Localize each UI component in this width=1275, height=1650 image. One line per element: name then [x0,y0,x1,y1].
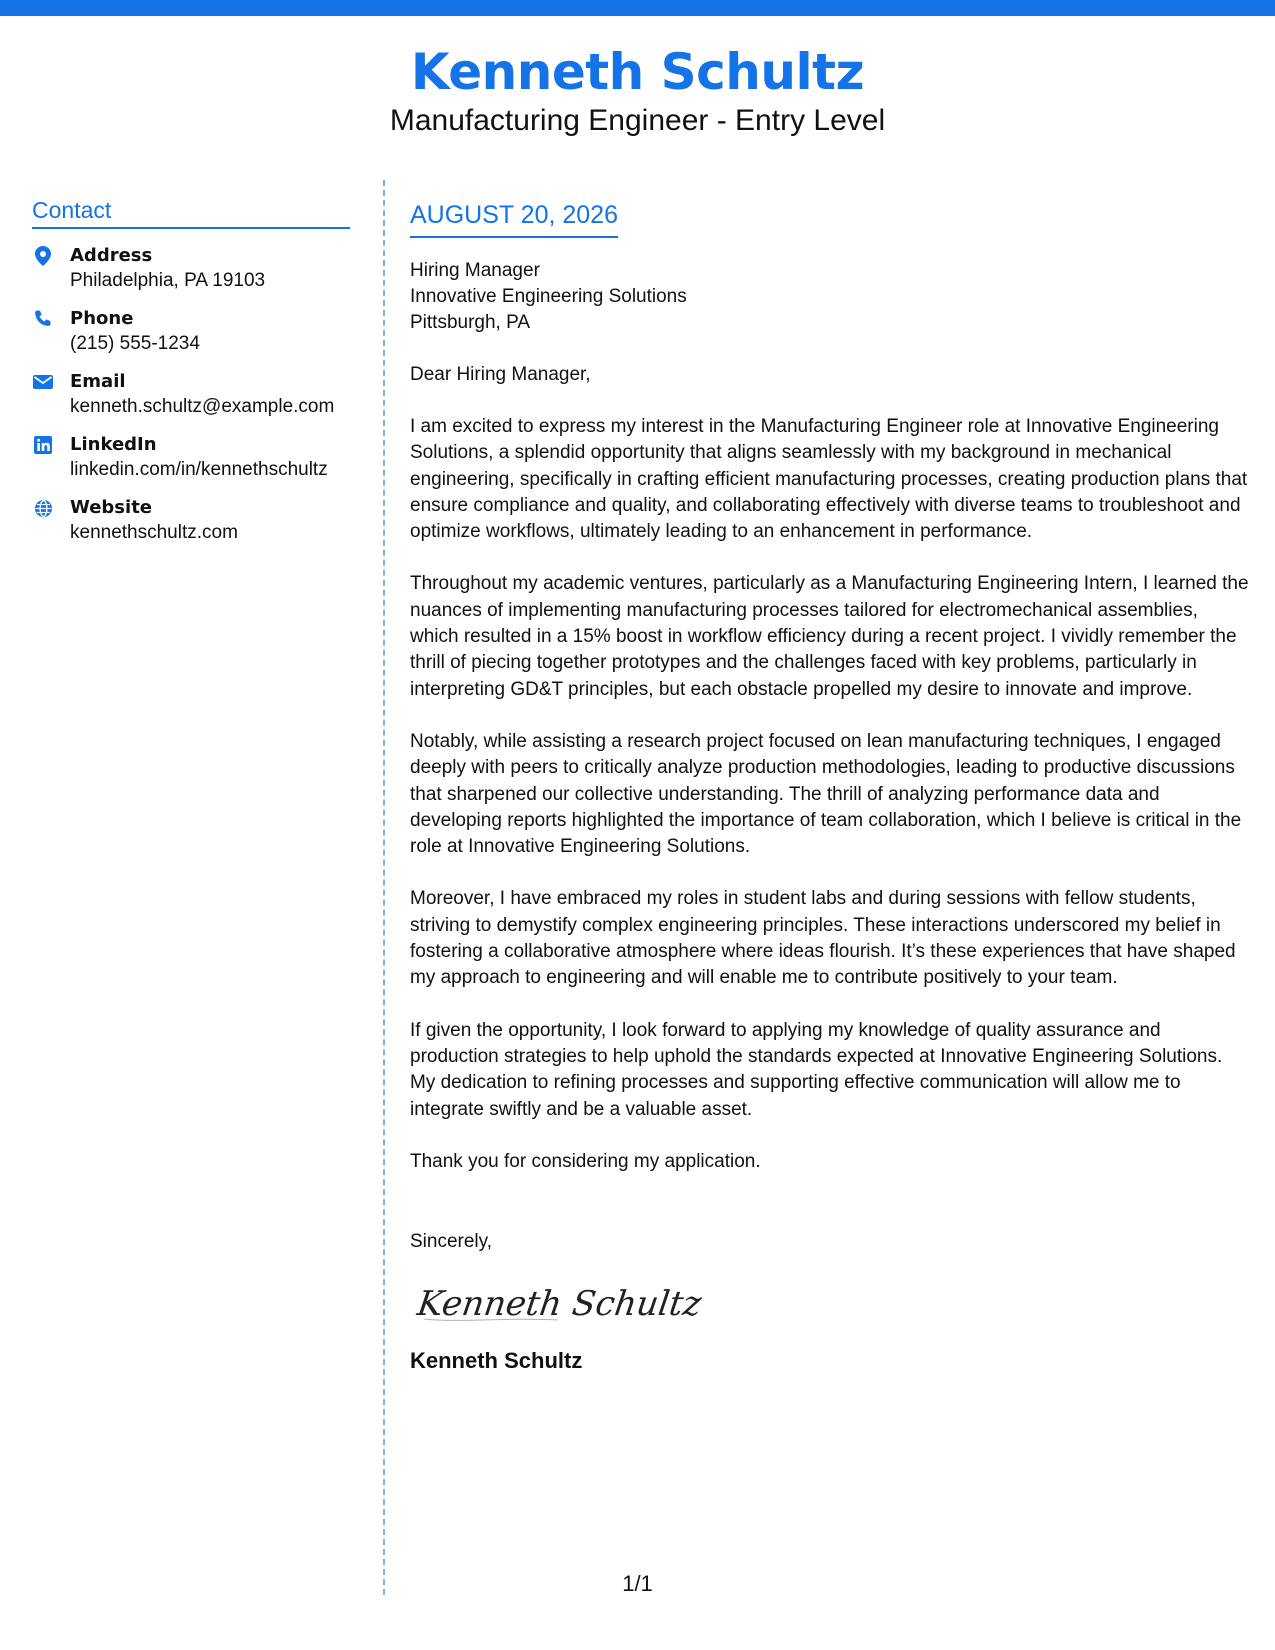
page-number: 1/1 [622,1571,653,1596]
closing: Sincerely, [410,1231,493,1253]
body-paragraph: Thank you for considering my application. [410,1150,761,1172]
body-paragraph: Moreover, I have embraced my roles in student labs and during sessions with fellow students, striving to demystify complex engineering principles. These interactions underscored my belief in fostering a collaborative atmosphere where ideas flourish. It’s these experiences that have shaped my approach to engineering and will enable me to contribute positively to your team. [410,888,1236,989]
contact-item-phone [32,306,350,356]
salutation: Dear Hiring Manager, [410,364,591,385]
contact-value: Philadelphia, PA 19103 [70,270,266,291]
recipient-line: Hiring Manager [410,260,540,281]
signature-text: Kenneth Schultz [414,1284,704,1325]
contact-text [70,432,328,482]
recipient-line: Innovative Engineering Solutions [410,286,687,307]
contact-text [70,495,238,545]
signed-name: Kenneth Schultz [410,1348,583,1374]
linkedin-icon [32,434,54,456]
letter-header [0,42,1275,140]
body-paragraph: Throughout my academic ventures, particularly as a Manufacturing Engineering Intern, I learned the nuances of implementing manufacturing processes tailored for electromechanical assemblies, which resulted in a 15% boost in workflow efficiency during a recent project. I vividly remember the thrill of piecing together prototypes and the challenges faced with key problems, particularly in interpreting GD&T principles, but each obstacle propelled my desire to innovate and improve. [410,573,1249,700]
map-pin-icon [32,245,54,267]
body-paragraph: If given the opportunity, I look forward to applying my knowledge of quality assurance and production strategies to help uphold the standards expected at Innovative Engineering Solutions. My dedication to refining processes and supporting effective communication will allow me to integrate swiftly and be a valuable asset. [410,1019,1223,1120]
contact-item-address [32,243,350,293]
contact-value: (215) 555-1234 [70,333,200,354]
envelope-icon [32,371,54,393]
phone-icon [32,308,54,330]
body-paragraph: Notably, while assisting a research project focused on lean manufacturing techniques, I engaged deeply with peers to critically analyze production methodologies, leading to productive discussions that sharpened our collective understanding. The thrill of analyzing performance data and developing reports highlighted the importance of team collaboration, which I believe is critical in the role at Innovative Engineering Solutions. [410,730,1242,858]
contact-label: Address [70,245,153,266]
job-title: Manufacturing Engineer - Entry Level [389,104,886,137]
contact-value: kenneth.schultz@example.com [70,396,335,417]
column-divider [383,180,385,1595]
contact-value: kennethschultz.com [70,522,238,543]
contact-label: Email [70,371,126,392]
handwritten-signature [414,1273,1250,1333]
contact-text [70,369,334,419]
contact-text [70,243,265,293]
contact-text [70,306,200,356]
contact-list [32,243,350,545]
letter-date: AUGUST 20, 2026 [410,200,618,238]
contact-heading: Contact [32,196,350,229]
contact-label: Phone [70,308,134,329]
recipient-block [410,258,1250,336]
recipient-line: Pittsburgh, PA [410,312,531,333]
letter-body [410,200,1250,1375]
applicant-name: Kenneth Schultz [410,43,865,101]
contact-item-website [32,495,350,545]
contact-value: linkedin.com/in/kennethschultz [70,459,328,480]
body-paragraph: I am excited to express my interest in the Manufacturing Engineer role at Innovative Engineering Solutions, a splendid opportunity that aligns seamlessly with my background in mechanical engineering, specifically in crafting efficient manufacturing processes, creating production plans that ensure compliance and quality, and collaborating effectively with diverse teams to troubleshoot and optimize workflows, ultimately leading to an enhancement in performance. [410,416,1248,543]
globe-icon [32,497,54,519]
top-accent-bar [0,0,1275,16]
contact-label: Website [70,497,153,518]
contact-sidebar [32,196,350,558]
contact-item-email [32,369,350,419]
contact-label: LinkedIn [70,434,157,455]
contact-item-linkedin [32,432,350,482]
